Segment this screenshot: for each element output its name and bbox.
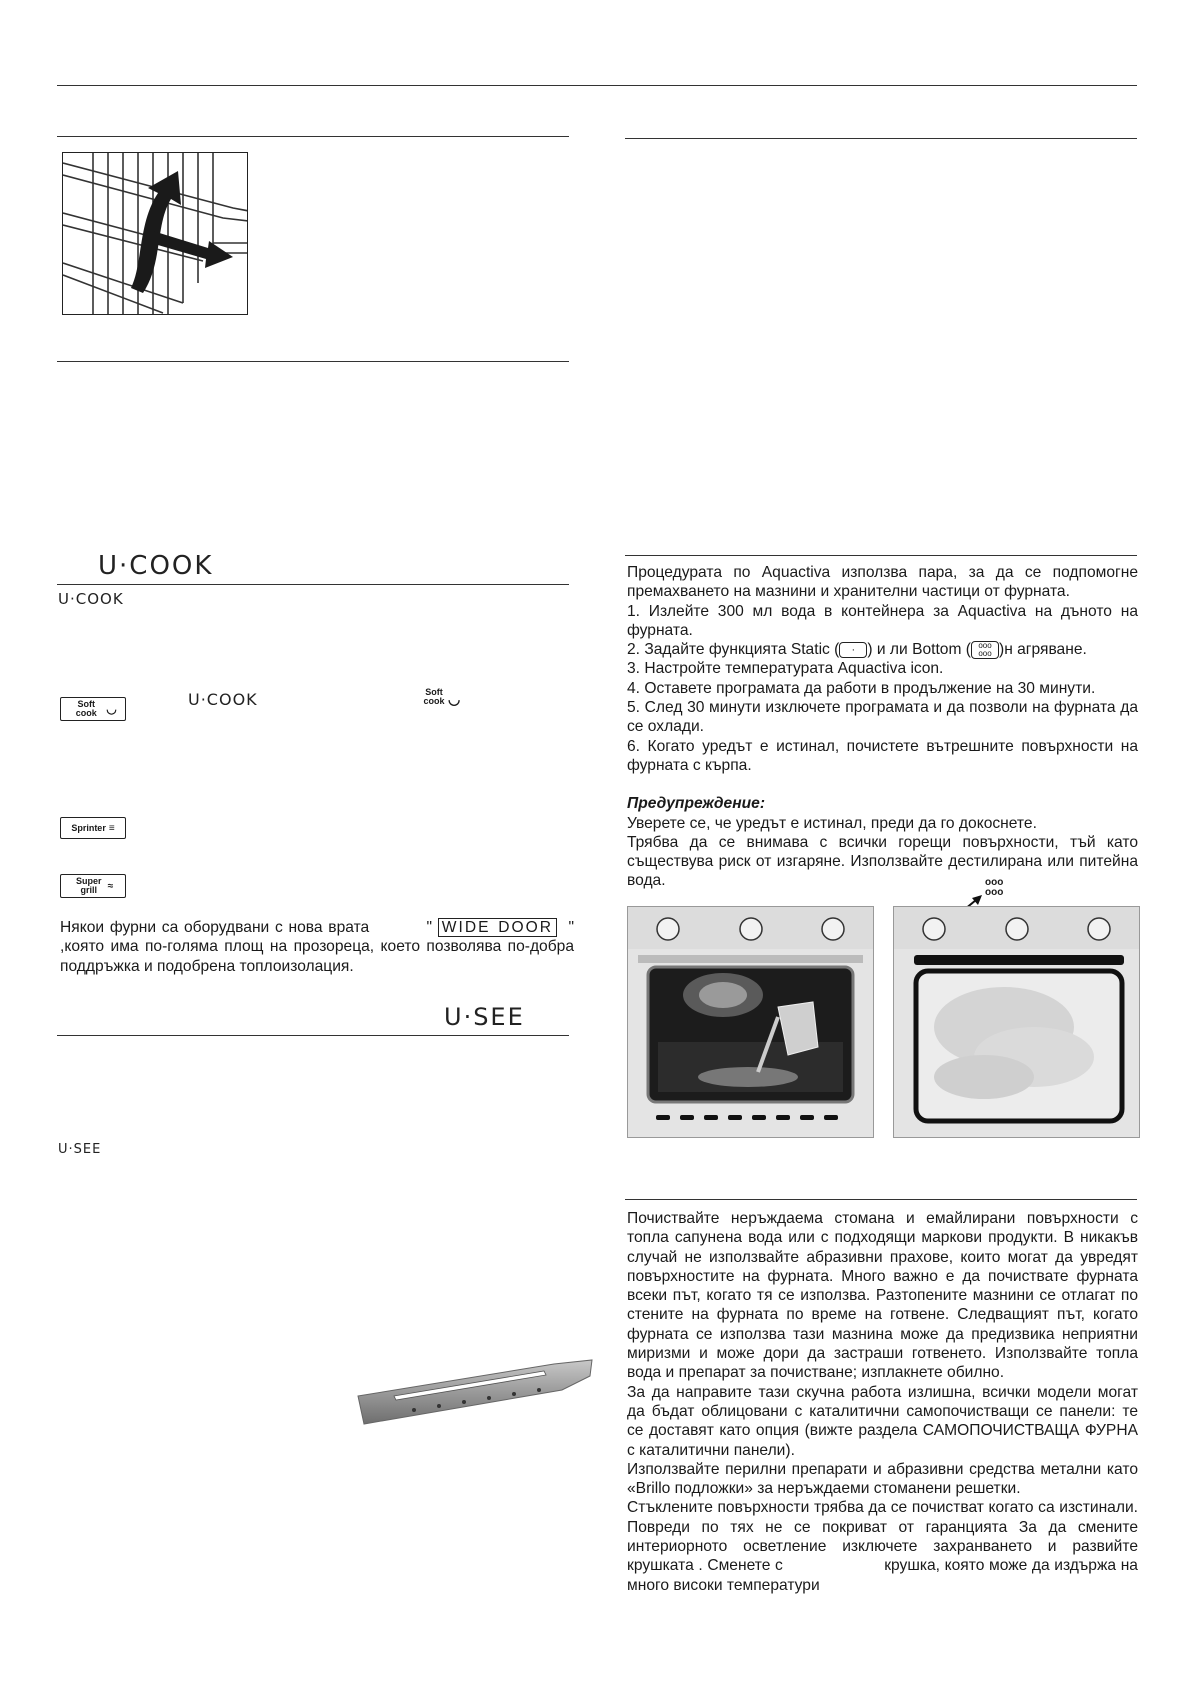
catalytic-strip-illustration [354,1356,594,1428]
super-grill-icon: Super grill ≈ [60,874,126,898]
header-rule [57,85,1137,86]
section-rule-rack [57,136,569,137]
ucook-logo-small: U·COOK [58,590,124,608]
cleaning-paragraph-4: Стъклените повърхности трябва да се почистват когато са изстинали. Повреди по тях не се покриват от гаранцията За да смените интериорното осветление изключете захранването и развийте крушката . Сменете с крушка, която може да издържа на много високи температури [627,1499,1138,1594]
soft-cook-glyph-icon: Soft cook ◡ [423,687,461,707]
aquactiva-intro: Процедурата по Aquactiva използва пара, за да се подпомогне премахването на мазнини и хранителни частици от фурната. [627,564,1138,601]
usee-logo-large: U·SEE [444,1003,525,1031]
static-heating-icon: · [839,642,867,658]
rack-drawing [63,153,248,315]
ucook-logo-large: U·COOK [98,551,214,581]
warning-line-1: Уверете се, че уредът е истинал, преди да го докоснете. [627,814,1037,832]
aquactiva-section [627,563,1138,891]
aquactiva-step-3: 3. Настройте температурата Aquactiva icon. [627,660,944,678]
aquactiva-step-1: 1. Излейте 300 мл вода в контейнера за Aquactiva на дъното на фурната. [627,602,1138,639]
soft-cook-icon: Soft cook ◡ [60,697,126,721]
warning-title: Предупреждение: [627,795,766,813]
ucook-logo-inline: U·COOK [188,690,258,709]
aquactiva-step-2: 2. Задайте функцията Static ( · ) и ли Bottom ( ooo ooo )н агряване. [627,641,1087,659]
cleaning-paragraph-3: Използвайте перилни препарати и абразивни средства метални като «Brillo подложки» за неръждаеми стоманени решетки. [627,1460,1138,1498]
section-rule-aquactiva [625,555,1137,556]
aquactiva-step-5: 5. След 30 минути изключете програмата и да позволи на фурната да се охлади. [627,699,1138,736]
cleaning-paragraph-2: За да направите тази скучна работа излишна, всички модели могат да бъдат облицовани с каталитични самопочистващи се панели: те се доставят като опция (вижте раздела САМОПОЧИСТВАЩА ФУРНА с каталитични панели). [627,1383,1138,1459]
cleaning-paragraph-1: Почиствайте неръждаема стомана и емайлирани повърхности с топла сапунена вода или с подходящи маркови продукти. В никакъв случай не използвайте абразивни прахове, които могат да увредят повърхностите на фурната. Много важно е да почиствате фурната всеки път, когато тя се използва. Разтопените мазнини се отлагат по стените на фурната по време на готвене. Следващият път, когато фурната се използва тази мазнина може да предизвика неприятни миризми и може дори да застраши готвенето. Използвайте топла вода и препарат за почистване; изплакнете обилно. [627,1210,1138,1382]
section-rule-cleaning [625,1199,1137,1200]
cleaning-section [627,1209,1138,1595]
aquactiva-drops-icon: ooo ooo [985,877,1004,898]
section-rule-ucook [57,584,569,585]
sprinter-icon: Sprinter ≡ [60,817,126,839]
section-rule-2 [57,361,569,362]
wide-door-paragraph: Някои фурни са оборудвани с нова врата " WIDE DOOR " ,която има по-голяма площ на прозореца, което позволява по-добра поддръжка и подобрена топлоизолация. [60,919,575,975]
section-rule-usee [57,1035,569,1036]
aquactiva-step-4: 4. Оставете програмата да работи в продължение на 30 минути. [627,679,1096,697]
soft-cook-icon-label: Soft cook [75,699,97,718]
bottom-heating-icon: ooo ooo [971,641,999,659]
section-rule-right-top [625,138,1137,139]
rack-removal-illustration [62,152,248,315]
oven-photo-steam [893,906,1140,1138]
aquactiva-step-6: 6. Когато уредът е истинал, почистете вътрешните повърхности на фурната с кърпа. [627,737,1138,774]
usee-logo-small: U·SEE [58,1142,102,1157]
warning-line-2: Трябва да се внимава с всички горещи повърхности, тъй като съществува риск от изгаряне. Използвайте дестилирана или питейна вода. [627,833,1138,890]
oven-photo-pouring-water [627,906,874,1138]
wide-door-label: WIDE DOOR [438,918,557,937]
